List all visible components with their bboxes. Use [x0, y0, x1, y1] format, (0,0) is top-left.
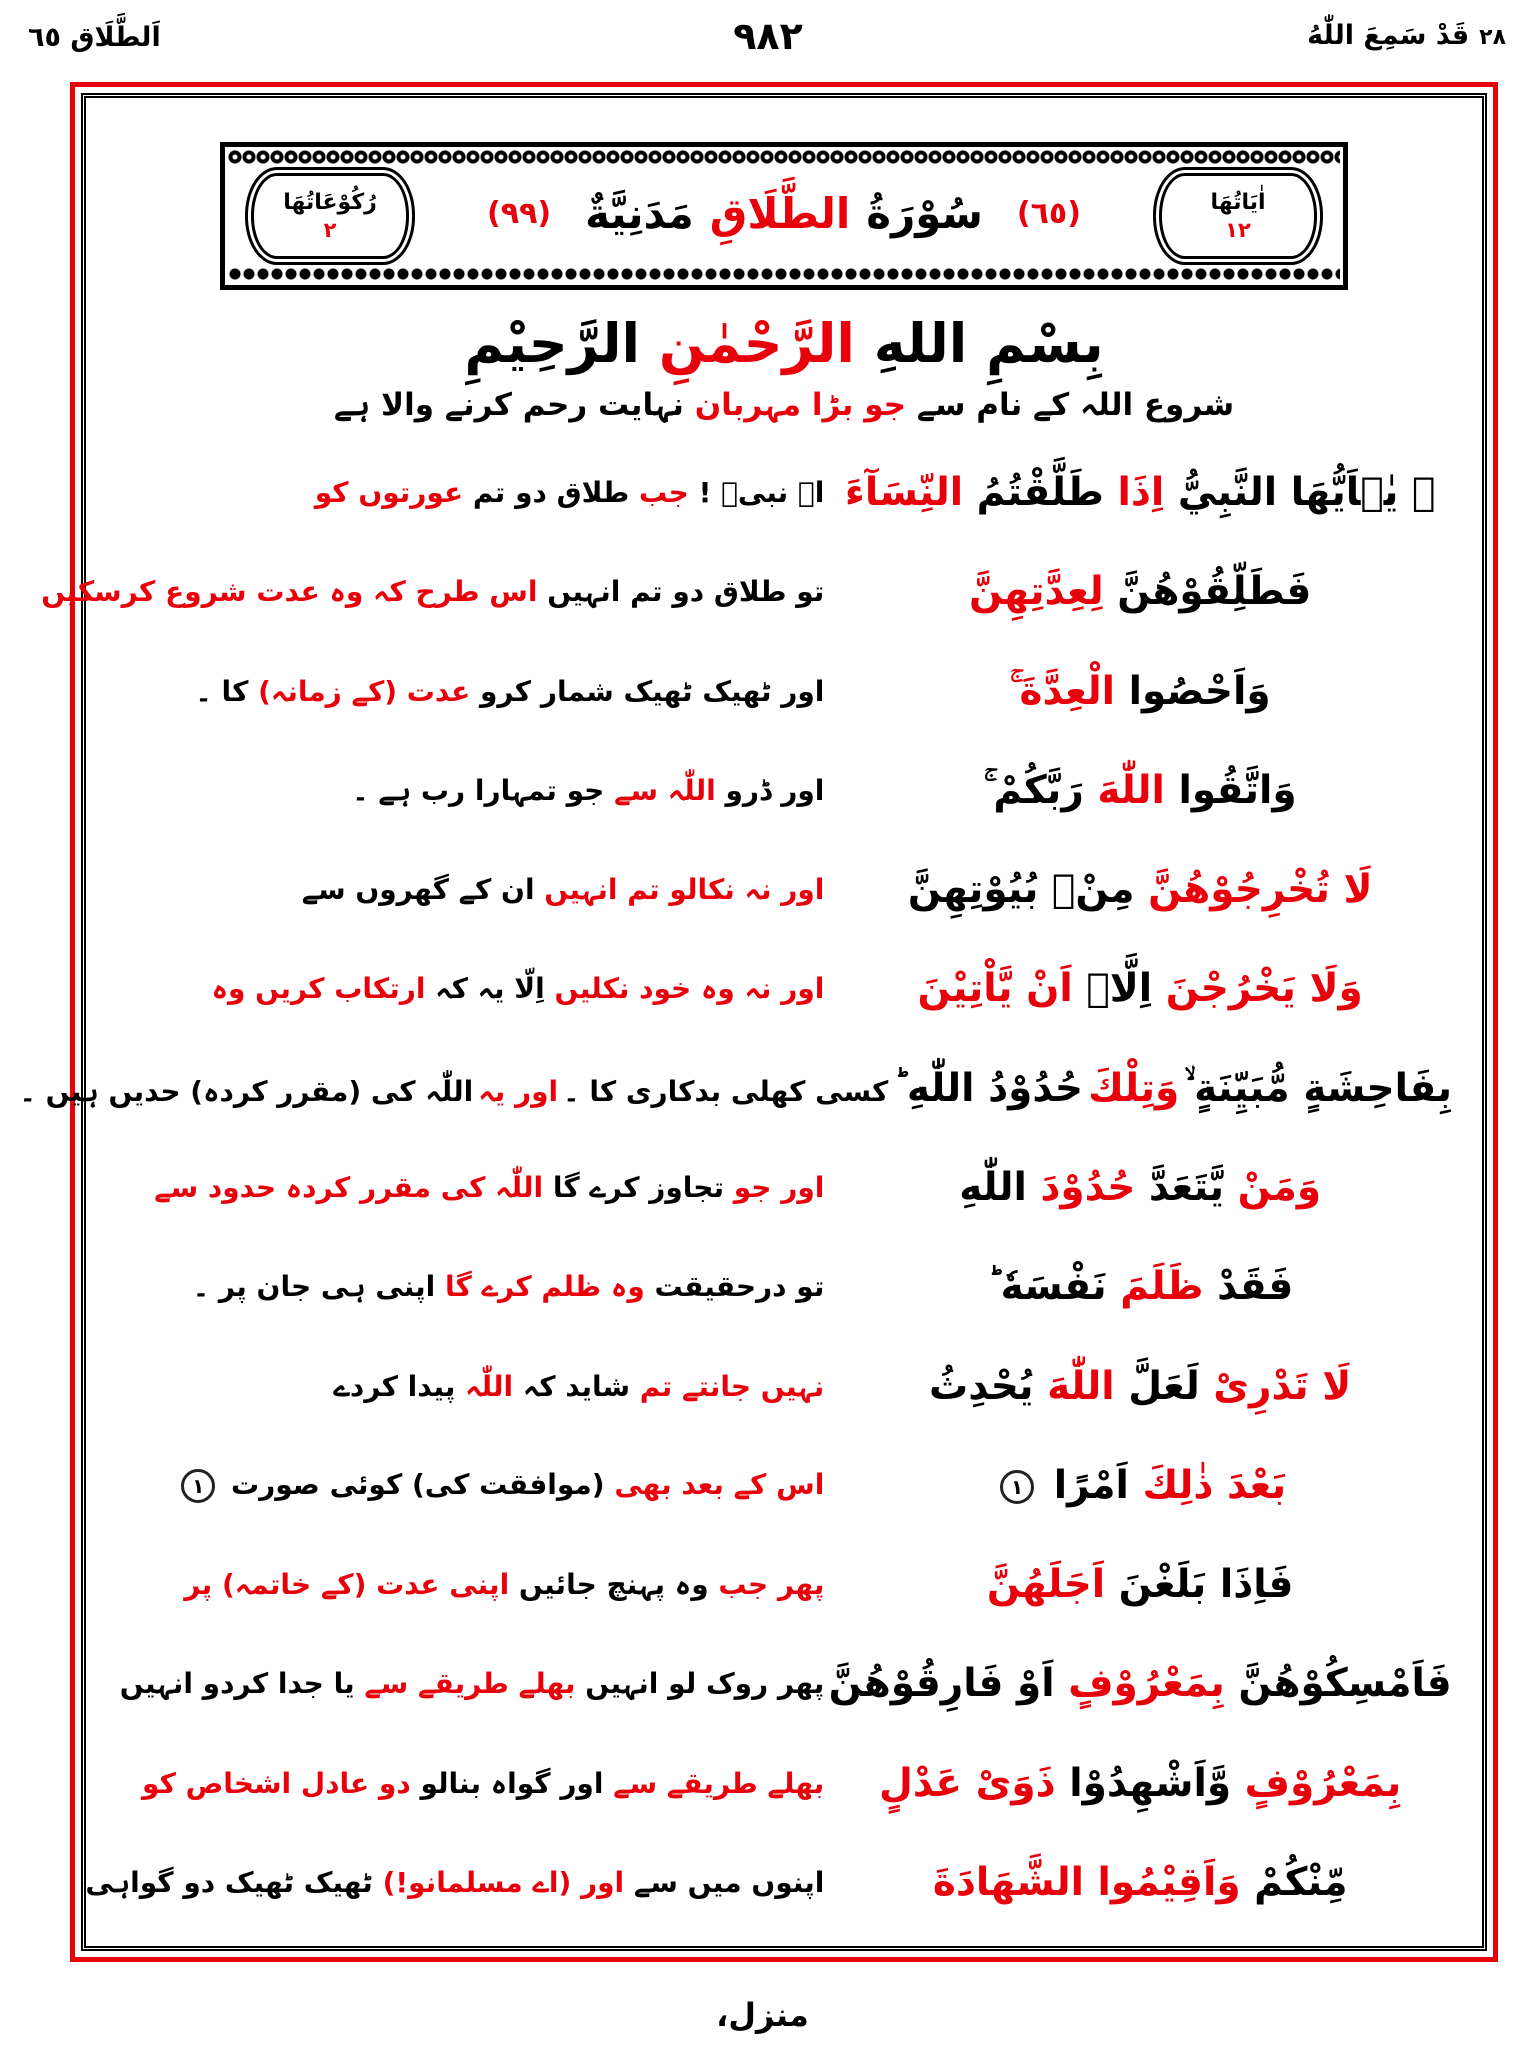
text-segment: تو درحقیقت [654, 1270, 825, 1304]
urdu-translation-text [112, 1171, 824, 1204]
text-segment: وہ پہنچ جائیں [518, 1568, 709, 1602]
text-segment: فَقَدْ [1217, 1264, 1294, 1310]
juz-number: ٢٨ [1479, 25, 1506, 50]
text-segment: الْعِدَّةَ ۚ [1009, 668, 1116, 714]
text-segment: جب [639, 476, 689, 510]
page-frame [19, 82, 1498, 1962]
text-segment: مِّنْكُمْ [1254, 1859, 1348, 1905]
verse-row [112, 1535, 1456, 1634]
text-segment: حُدُوْدَ [1040, 1164, 1136, 1210]
bismillah-translation [86, 387, 1482, 423]
header-surah-reference: اَلطَّلَاق ٦٥ [28, 22, 161, 53]
text-segment: نہیں جانتے تم [639, 1369, 825, 1403]
urdu-translation-text [112, 873, 824, 906]
text-segment: کسی کھلی بدکاری کا ۔ [563, 1074, 889, 1108]
verse-row [112, 840, 1456, 939]
text-segment: اور نہ نکالو تم انہیں [544, 873, 825, 907]
text-segment: اور ٹھیک ٹھیک شمار کرو [479, 674, 825, 708]
verse-row [112, 443, 1456, 542]
text-segment: اور گواہ بنالو [420, 1766, 604, 1800]
text-segment: اَمْرًا [1053, 1462, 1129, 1508]
arabic-verse-text [824, 1264, 1456, 1309]
text-segment: دو عادل اشخاص کو [142, 1766, 411, 1800]
text-segment: بَعْدَ ذٰلِكَ [1142, 1462, 1287, 1508]
text-segment: شروع اللہ کے نام سے [916, 387, 1235, 423]
text-segment: فَطَلِّقُوْهُنَّ [1117, 569, 1312, 615]
text-segment: فَاَمْسِكُوْهُنَّ [1238, 1661, 1452, 1707]
text-segment: پھر روک لو انہیں [585, 1667, 825, 1701]
text-segment: يَّتَعَدَّ [1148, 1164, 1225, 1210]
verse-row [85, 1833, 1456, 1932]
text-segment: بِمَعْرُوْفٍ [1244, 1760, 1402, 1806]
text-segment: عدت (کے زمانہ) [258, 674, 471, 708]
text-segment: الرَّحْمٰنِ [658, 312, 855, 375]
surah-title [435, 147, 1133, 285]
ayat-count-value: ١٢ [1225, 218, 1251, 242]
text-segment: شاید کہ [522, 1369, 631, 1403]
text-segment: لَا تُخْرِجُوْهُنَّ [1148, 867, 1373, 913]
surah-title-name: الطَّلَاقِ [709, 188, 851, 238]
text-segment: وَاَحْصُوا [1128, 668, 1271, 714]
text-segment: بِسْمِ اللهِ [873, 312, 1104, 375]
text-segment: اِلَّاۤ [1086, 966, 1153, 1012]
text-segment: اور جو [733, 1170, 825, 1204]
text-segment: طلاق دو تم [472, 476, 630, 510]
urdu-translation-text [41, 575, 825, 609]
text-segment: اَجَلَهُنَّ [986, 1562, 1106, 1608]
text-segment: اور یہ [478, 1074, 559, 1108]
arabic-verse-text [824, 1661, 1456, 1706]
text-segment: عورتوں کو [314, 476, 464, 510]
text-segment: مِنْۢ بُيُوْتِهِنَّ [907, 867, 1135, 913]
urdu-translation-text [112, 1667, 824, 1700]
text-segment: ذَوَیْ عَدْلٍ [879, 1760, 1056, 1806]
text-segment: وَلَا يَخْرُجْنَ [1165, 966, 1363, 1012]
ayah-number-marker: ۱ [1000, 1470, 1034, 1504]
text-segment: یا جدا کردو انہیں [119, 1667, 355, 1701]
surah-number: (٦٥) [1016, 195, 1081, 231]
page-frame-inner [19, 93, 1487, 1951]
text-segment: اس کے بعد بھی [614, 1467, 825, 1501]
text-segment: لَعَلَّ [1128, 1363, 1200, 1409]
text-segment: اپنی ہی جان پر ۔ [192, 1270, 436, 1304]
surah-title-word: سُوْرَةُ [866, 188, 983, 238]
verse-rows [19, 423, 1482, 1946]
text-segment: يُحْدِثُ [929, 1363, 1034, 1409]
verse-row [112, 1138, 1456, 1237]
verse-row [112, 939, 1456, 1038]
text-segment: فَاِذَا بَلَغْنَ [1118, 1562, 1294, 1608]
text-segment: اور ڈرو [725, 773, 825, 807]
text-segment: جو تمہارا رب ہے ۔ [352, 773, 605, 807]
mixed-verse-line [19, 1065, 1456, 1111]
text-segment: ظَلَمَ [1120, 1264, 1204, 1310]
arabic-verse-text [824, 470, 1456, 515]
ruku-count-value: ٢ [323, 218, 337, 242]
urdu-translation-text [112, 675, 824, 708]
text-segment: وَّاَشْهِدُوْا [1069, 1760, 1232, 1806]
text-segment: بِفَاحِشَةٍ مُّبَيِّنَةٍ ۙ [1184, 1065, 1452, 1111]
text-segment: رَبَّكُمْ ۚ [983, 767, 1084, 813]
text-segment: اِلّا یہ کہ [435, 972, 545, 1006]
ayat-count-label: اٰیَاتُهَا [1210, 190, 1266, 215]
text-segment: اللّٰهِ [959, 1164, 1027, 1210]
bismillah-line [86, 312, 1482, 375]
ruku-count-label: رُکُوْعَاتُهَا [283, 190, 377, 215]
arabic-verse-text [824, 1562, 1456, 1607]
text-segment: اللّٰہ کی مقرر کردہ حدود سے [154, 1170, 544, 1204]
text-segment: اور نہ وہ خود نکلیں [554, 972, 825, 1006]
text-segment: اے نبیؐ ! [698, 476, 825, 510]
text-segment: اَنْ يَّاْتِيْنَ [917, 966, 1073, 1012]
text-segment: الرَّحِيْمِ [464, 312, 640, 375]
verse-row [19, 1039, 1456, 1138]
juz-name: قَدْ سَمِعَ اللّٰهُ [1307, 20, 1470, 51]
text-segment: النِّسَآءَ [844, 470, 964, 516]
urdu-translation-text [112, 1568, 824, 1601]
arabic-verse-text [824, 1860, 1456, 1905]
text-segment: اللّٰهَ [1047, 1363, 1115, 1409]
ayat-count-cartouche [1159, 173, 1317, 259]
urdu-translation-text [112, 1370, 824, 1403]
text-segment: نہایت رحم کرنے والا ہے [333, 387, 684, 423]
urdu-translation-text [112, 1468, 824, 1503]
text-segment: اللّٰہ [465, 1369, 514, 1403]
text-segment: وَاَقِيْمُوا الشَّهَادَةَ [932, 1859, 1241, 1905]
text-segment: طَلَّقْتُمُ [976, 470, 1104, 516]
page-number: ٩٨٢ [733, 14, 803, 58]
ayah-number-marker: ۱ [181, 1469, 215, 1503]
text-segment: وَاتَّقُوا [1178, 767, 1297, 813]
arabic-verse-text [824, 1364, 1456, 1409]
verse-row [112, 1237, 1456, 1336]
urdu-translation-text [85, 1865, 825, 1899]
text-segment: تجاوز کرے گا [552, 1170, 724, 1204]
arabic-verse-text [824, 1463, 1456, 1508]
urdu-translation-text [112, 1767, 824, 1800]
text-segment: اَوْ فَارِقُوْهُنَّ [828, 1661, 1055, 1707]
arabic-verse-text [824, 867, 1456, 912]
text-segment: بھلے طریقے سے [364, 1667, 576, 1701]
arabic-verse-text [824, 1761, 1456, 1806]
text-segment: اپنی عدت (کے خاتمہ) پر [184, 1568, 510, 1602]
text-segment: لَا تَدْرِیْ [1213, 1363, 1352, 1409]
text-segment: اِذَا [1117, 470, 1165, 516]
text-segment: وَمَنْ [1237, 1164, 1322, 1210]
footer-catchword: منزل، [716, 1996, 809, 2034]
text-segment: لِعِدَّتِهِنَّ [968, 569, 1104, 615]
arabic-verse-text [824, 569, 1456, 614]
text-segment: پیدا کردے [333, 1369, 456, 1403]
text-segment: جو بڑا مہربان [694, 387, 906, 423]
arabic-verse-text [824, 966, 1456, 1011]
text-segment: ارتکاب کریں وہ [211, 972, 426, 1006]
text-segment: حُدُوْدُ اللّٰهِ ؕ [893, 1065, 1083, 1111]
text-segment: وہ ظلم کرے گا [445, 1270, 645, 1304]
verse-row [112, 1733, 1456, 1832]
urdu-translation-text [112, 476, 824, 509]
text-segment: ان کے گھروں سے [301, 873, 535, 907]
text-segment: اللّٰہ سے [614, 773, 716, 807]
text-segment: اللّٰہ کی (مقرر کردہ) حدیں ہیں ۔ [19, 1074, 474, 1108]
text-segment: بھلے طریقے سے [613, 1766, 825, 1800]
urdu-translation-text [112, 972, 824, 1005]
text-segment: نَفْسَهٗ ؕ [987, 1264, 1107, 1310]
text-segment: ٹھیک ٹھیک دو گواہی [85, 1865, 373, 1899]
surah-title-type: مَدَنِيَّةٌ [585, 188, 694, 238]
verse-row [112, 1436, 1456, 1535]
text-segment: کا ۔ [195, 674, 249, 708]
text-segment: پھر جب [718, 1568, 825, 1602]
arabic-verse-text [824, 669, 1456, 714]
text-segment: اس طرح کہ وہ عدت شروع کرسکیں [41, 575, 538, 609]
verse-row [112, 741, 1456, 840]
text-segment: اپنوں میں سے [633, 1865, 825, 1899]
verse-row [41, 542, 1456, 641]
text-segment: تو طلاق دو تم انہیں [547, 575, 825, 609]
text-segment: يٰۤاَيُّهَا النَّبِيُّ [1177, 470, 1399, 516]
header-juz-reference [1307, 20, 1506, 51]
surah-title-text [585, 189, 983, 238]
arabic-verse-text [824, 1165, 1456, 1210]
text-segment: اور (اے مسلمانو!) [382, 1865, 625, 1899]
text-segment: اللّٰهَ [1097, 767, 1165, 813]
text-segment: ۞ [1412, 470, 1436, 516]
verse-row [112, 642, 1456, 741]
ruku-count-cartouche [251, 173, 409, 259]
revelation-order-number: (٩٩) [487, 195, 552, 231]
text-segment: (موافقت کی) کوئی صورت [230, 1467, 605, 1501]
text-segment: وَتِلْكَ [1088, 1065, 1180, 1111]
urdu-translation-text [112, 774, 824, 807]
verse-row [112, 1336, 1456, 1435]
urdu-translation-text [112, 1270, 824, 1303]
surah-title-band [220, 142, 1348, 290]
verse-row [112, 1634, 1456, 1733]
text-segment: بِمَعْرُوْفٍ [1068, 1661, 1225, 1707]
arabic-verse-text [824, 768, 1456, 813]
